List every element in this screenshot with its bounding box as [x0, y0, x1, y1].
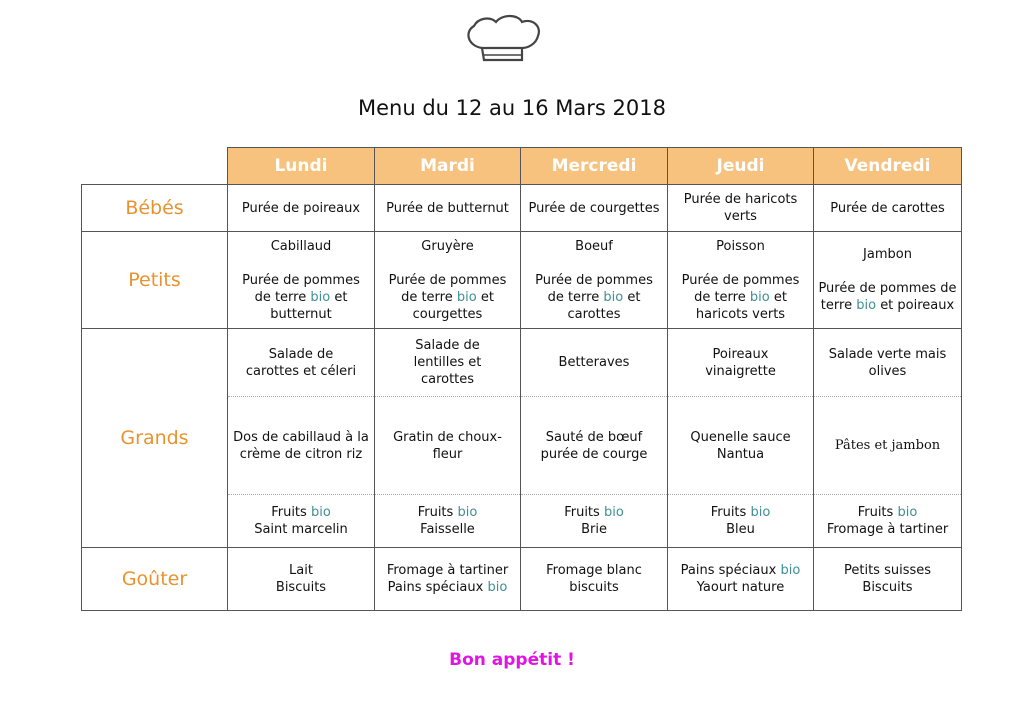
grands-main-jeudi: Quenelle sauce Nantua [668, 397, 814, 495]
header-empty-cell [82, 148, 228, 185]
gouter-lundi [228, 548, 375, 611]
category-grands: Grands [82, 329, 228, 548]
petits-vendredi [814, 232, 962, 329]
grands-dessert-vendredi [814, 495, 962, 548]
petits-puree: Purée de pommes de terre [242, 272, 360, 305]
petits-lundi [228, 232, 375, 329]
dessert-cheese: Faisselle [420, 522, 475, 537]
bebes-jeudi: Purée de haricots verts [668, 185, 814, 232]
row-grands-starters [82, 329, 962, 397]
dessert-cheese: Bleu [726, 522, 755, 537]
bio-label: bio [603, 289, 624, 305]
bebes-mardi: Purée de butternut [375, 185, 521, 232]
dessert-cheese: Fromage à tartiner [826, 522, 949, 537]
grands-dessert-mercredi [521, 495, 668, 548]
bebes-mercredi: Purée de courgettes [521, 185, 668, 232]
petits-puree-end: et haricots verts [695, 289, 787, 322]
petits-protein: Gruyère [421, 238, 474, 254]
gouter-line2: Biscuits [862, 580, 913, 595]
petits-mercredi [521, 232, 668, 329]
category-gouter: Goûter [82, 548, 228, 611]
petits-mardi [375, 232, 521, 329]
dessert-fruit: Fruits [857, 505, 894, 520]
bebes-vendredi: Purée de carottes [814, 185, 962, 232]
bio-label: bio [487, 580, 508, 595]
grands-starter-jeudi: Poireaux vinaigrette [668, 329, 814, 397]
row-bebes [82, 185, 962, 232]
grands-starter-mercredi: Betteraves [521, 329, 668, 397]
gouter-line2: Pains spéciaux [387, 580, 484, 595]
petits-protein: Poisson [716, 238, 765, 254]
header-row [82, 148, 962, 185]
grands-dessert-lundi [228, 495, 375, 548]
grands-dessert-jeudi [668, 495, 814, 548]
petits-puree: Purée de pommes de terre [681, 272, 800, 305]
petits-puree: Purée de pommes de terre [535, 272, 653, 305]
bebes-lundi: Purée de poireaux [228, 185, 375, 232]
grands-main-mercredi: Sauté de bœuf purée de courge [521, 397, 668, 495]
day-header-lundi: Lundi [228, 148, 375, 185]
bio-label: bio [750, 505, 771, 520]
dessert-fruit: Fruits [271, 505, 307, 520]
petits-puree-end: et carottes [567, 289, 641, 322]
gouter-line2: biscuits [569, 580, 619, 595]
bio-label: bio [456, 289, 477, 305]
bio-label: bio [749, 289, 770, 305]
gouter-line2: Biscuits [275, 580, 327, 595]
dessert-fruit: Fruits [564, 505, 600, 520]
grands-main-lundi: Dos de cabillaud à la crème de citron riz [228, 397, 375, 495]
petits-protein: Boeuf [575, 238, 613, 254]
petits-puree-end: et courgettes [412, 289, 494, 322]
row-petits [82, 232, 962, 329]
petits-protein: Jambon [863, 247, 912, 262]
bio-label: bio [856, 298, 877, 313]
gouter-line1: Pains spéciaux [680, 563, 777, 578]
petits-jeudi [668, 232, 814, 329]
category-petits: Petits [82, 232, 228, 329]
dessert-cheese: Saint marcelin [254, 522, 348, 537]
bio-label: bio [603, 505, 624, 520]
row-gouter [82, 548, 962, 611]
gouter-mardi [375, 548, 521, 611]
chef-hat-icon [460, 14, 544, 64]
gouter-line2: Yaourt nature [696, 580, 785, 595]
day-header-mardi: Mardi [375, 148, 521, 185]
page-title: Menu du 12 au 16 Mars 2018 [358, 96, 666, 120]
dessert-cheese: Brie [581, 522, 607, 537]
petits-puree-end: et butternut [270, 289, 348, 322]
bio-label: bio [310, 505, 331, 520]
bio-label: bio [780, 563, 801, 578]
bio-label: bio [310, 289, 331, 305]
grands-starter-lundi: Salade de carottes et céleri [228, 329, 375, 397]
grands-main-mardi: Gratin de choux-fleur [375, 397, 521, 495]
grands-dessert-mardi [375, 495, 521, 548]
dessert-fruit: Fruits [710, 505, 747, 520]
footer-message: Bon appétit ! [449, 650, 575, 670]
bio-label: bio [897, 505, 918, 520]
petits-puree: Purée de pommes de terre [388, 272, 507, 305]
gouter-vendredi [814, 548, 962, 611]
gouter-line1: Lait [289, 563, 313, 578]
day-header-mercredi: Mercredi [521, 148, 668, 185]
day-header-vendredi: Vendredi [814, 148, 962, 185]
petits-puree: Purée de pommes de terre [818, 281, 957, 313]
grands-starter-mardi: Salade de lentilles et carottes [375, 329, 521, 397]
grands-starter-vendredi: Salade verte mais olives [814, 329, 962, 397]
grands-main-vendredi: Pâtes et jambon [814, 397, 962, 495]
dessert-fruit: Fruits [417, 505, 454, 520]
gouter-jeudi [668, 548, 814, 611]
category-bebes: Bébés [82, 185, 228, 232]
petits-puree-end: et poireaux [880, 298, 955, 313]
day-header-jeudi: Jeudi [668, 148, 814, 185]
petits-protein: Cabillaud [270, 238, 332, 254]
gouter-line1: Fromage blanc [546, 563, 642, 578]
menu-table [81, 147, 962, 611]
gouter-line1: Petits suisses [843, 563, 932, 578]
bio-label: bio [457, 505, 478, 520]
gouter-mercredi [521, 548, 668, 611]
gouter-line1: Fromage à tartiner [386, 563, 509, 578]
